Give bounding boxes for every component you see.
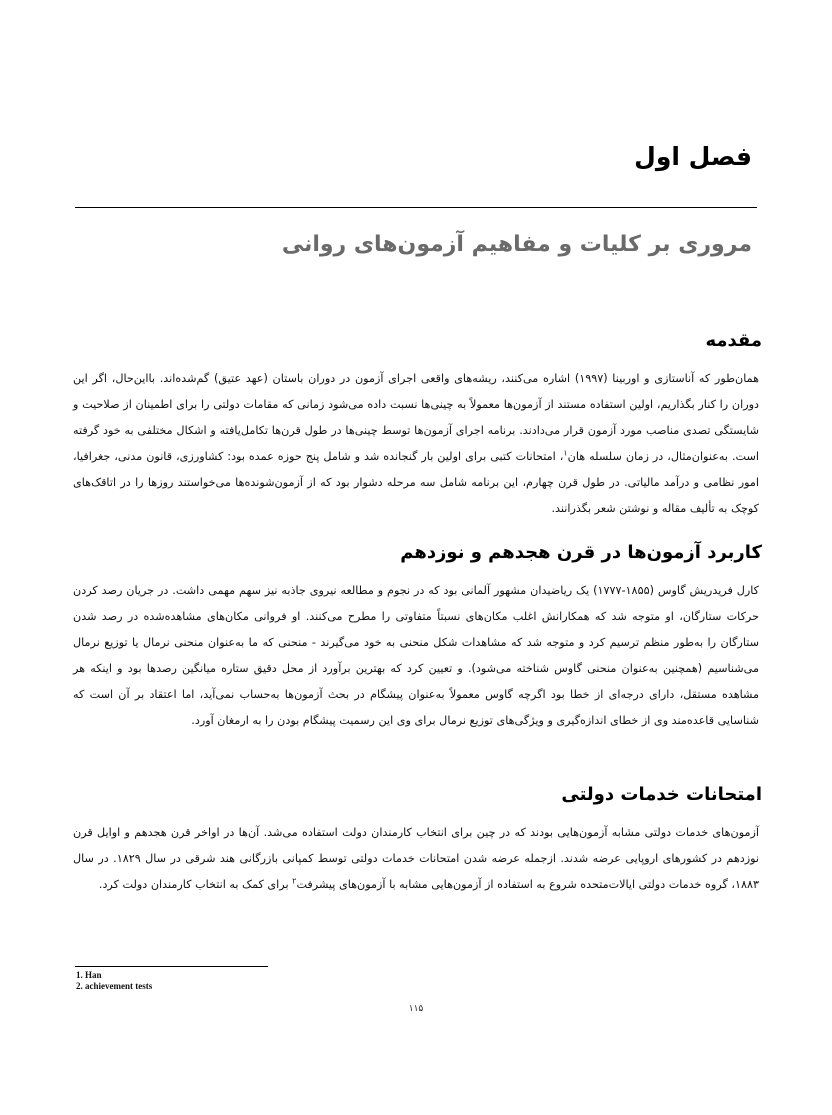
section-paragraph-18th-19th-century: کارل فریدریش گاوس (۱۸۵۵-۱۷۷۷) یک ریاضیدان مشهور آلمانی بود که در نجوم و مطالعه نیروی جاذبه نیز سهم مهمی داشت. در جریان رصد کردن حرکات ستارگان، او متوجه شد که همکارانش اغلب مکان‌های نسبتاً متفاوتی را مطرح می‌کنند. او فروانی مکان‌های مشاهده‌شده در رصد شدن ستارگان را به‌طور منظم ترسیم کرد و متوجه شد که مشاهدات شکل منحنی به خود می‌گیرند - منحنی که ما به‌عنوان منحنی نرمال یا توزیع نرمال می‌شناسیم (همچنین به‌عنوان منحنی گاوس شناخته می‌شود). و تعیین کرد که بهترین برآورد از محل دقیق ستاره میانگین رصدها بود و اینکه هر مشاهده مستقل، دارای درجه‌ای از خطا بود اگرچه گاوس معمولاً به‌عنوان پیشگام در بحث آزمون‌ها به‌حساب نمی‌آید، اما اعتقاد بر آن است که شناسایی قاعده‌مند وی از خطای اندازه‌گیری و ویژگی‌های توزیع نرمال برای وی این رسمیت پیشگام بودن را به ارمغان آورد. bbox=[73, 584, 759, 727]
page-number: ۱۱۵ bbox=[408, 1004, 424, 1014]
chapter-title: فصل اول bbox=[634, 142, 752, 171]
footnotes bbox=[76, 970, 152, 992]
footnote-2: 2. achievement tests bbox=[76, 981, 153, 991]
section-heading-introduction: مقدمه bbox=[705, 330, 762, 351]
footnote-marker: ۱ bbox=[563, 448, 568, 458]
paragraph-text: همان‌طور که آناستازی و اوربینا (۱۹۹۷) اشاره می‌کنند، ریشه‌های واقعی اجرای آزمون در دوران باستان (عهد عتیق) گم‌شده‌اند. بااین‌حال، اگر این دوران را کنار بگذاریم، اولین استفاده مستند از آزمون‌ها معمولاً به چینی‌ها نسبت داده می‌شود زمانی که مقامات دولتی را برای اطمینان از صلاحیت و شایستگی تصدی مناصب مورد آزمون قرار می‌دادند. برنامه اجرای آزمون‌ها توسط چینی‌ها در طول قرن‌ها تکامل‌یافته و اشکال مختلفی به خود گرفته است. به‌عنوان‌مثال، در زمان سلسله هان bbox=[73, 372, 759, 463]
title-divider bbox=[75, 207, 757, 208]
section-paragraph-civil-service bbox=[73, 820, 759, 898]
paragraph-text: ، امتحانات کتبی برای اولین بار گنجانده شد و شامل پنج حوزه عمده بود: کشاورزی، قانون مدنی، جغرافیا، امور نظامی و درآمد مالیاتی. در طول قرن چهارم، این برنامه شامل سه مرحله دشوار بود که از آزمون‌شونده‌ها می‌خواستند روزها را در اتاقک‌های کوچک به تألیف مقاله و نوشتن شعر بگذرانند. bbox=[73, 450, 759, 515]
footnote-1: 1. Han bbox=[76, 970, 102, 980]
paragraph-text: آزمون‌های خدمات دولتی مشابه آزمون‌هایی بودند که در چین برای انتخاب کارمندان دولت استفاده می‌شد. آن‌ها در اواخر قرن هجدهم و اوایل قرن نوزدهم در کشورهای اروپایی عرضه شدند. ازجمله عرضه شدن امتحانات خدمات دولتی توسط کمپانی بازرگانی هند شرقی در سال ۱۸۲۹. در سال ۱۸۸۳، گروه خدمات دولتی ایالات‌متحده شروع به استفاده از آزمون‌هایی مشابه با آزمون‌های پیشرفت bbox=[73, 826, 760, 891]
section-heading-civil-service: امتحانات خدمات دولتی bbox=[561, 784, 762, 805]
paragraph-text: برای کمک به انتخاب کارمندان دولت کرد. bbox=[98, 878, 293, 891]
section-paragraph-introduction bbox=[73, 366, 759, 522]
chapter-subtitle: مروری بر کلیات و مفاهیم آزمون‌های روانی bbox=[281, 232, 752, 257]
footnote-divider bbox=[75, 966, 268, 967]
footnote-marker: ۲ bbox=[292, 876, 297, 886]
section-heading-18th-19th-century: کاربرد آزمون‌ها در قرن هجدهم و نوزدهم bbox=[400, 542, 762, 563]
